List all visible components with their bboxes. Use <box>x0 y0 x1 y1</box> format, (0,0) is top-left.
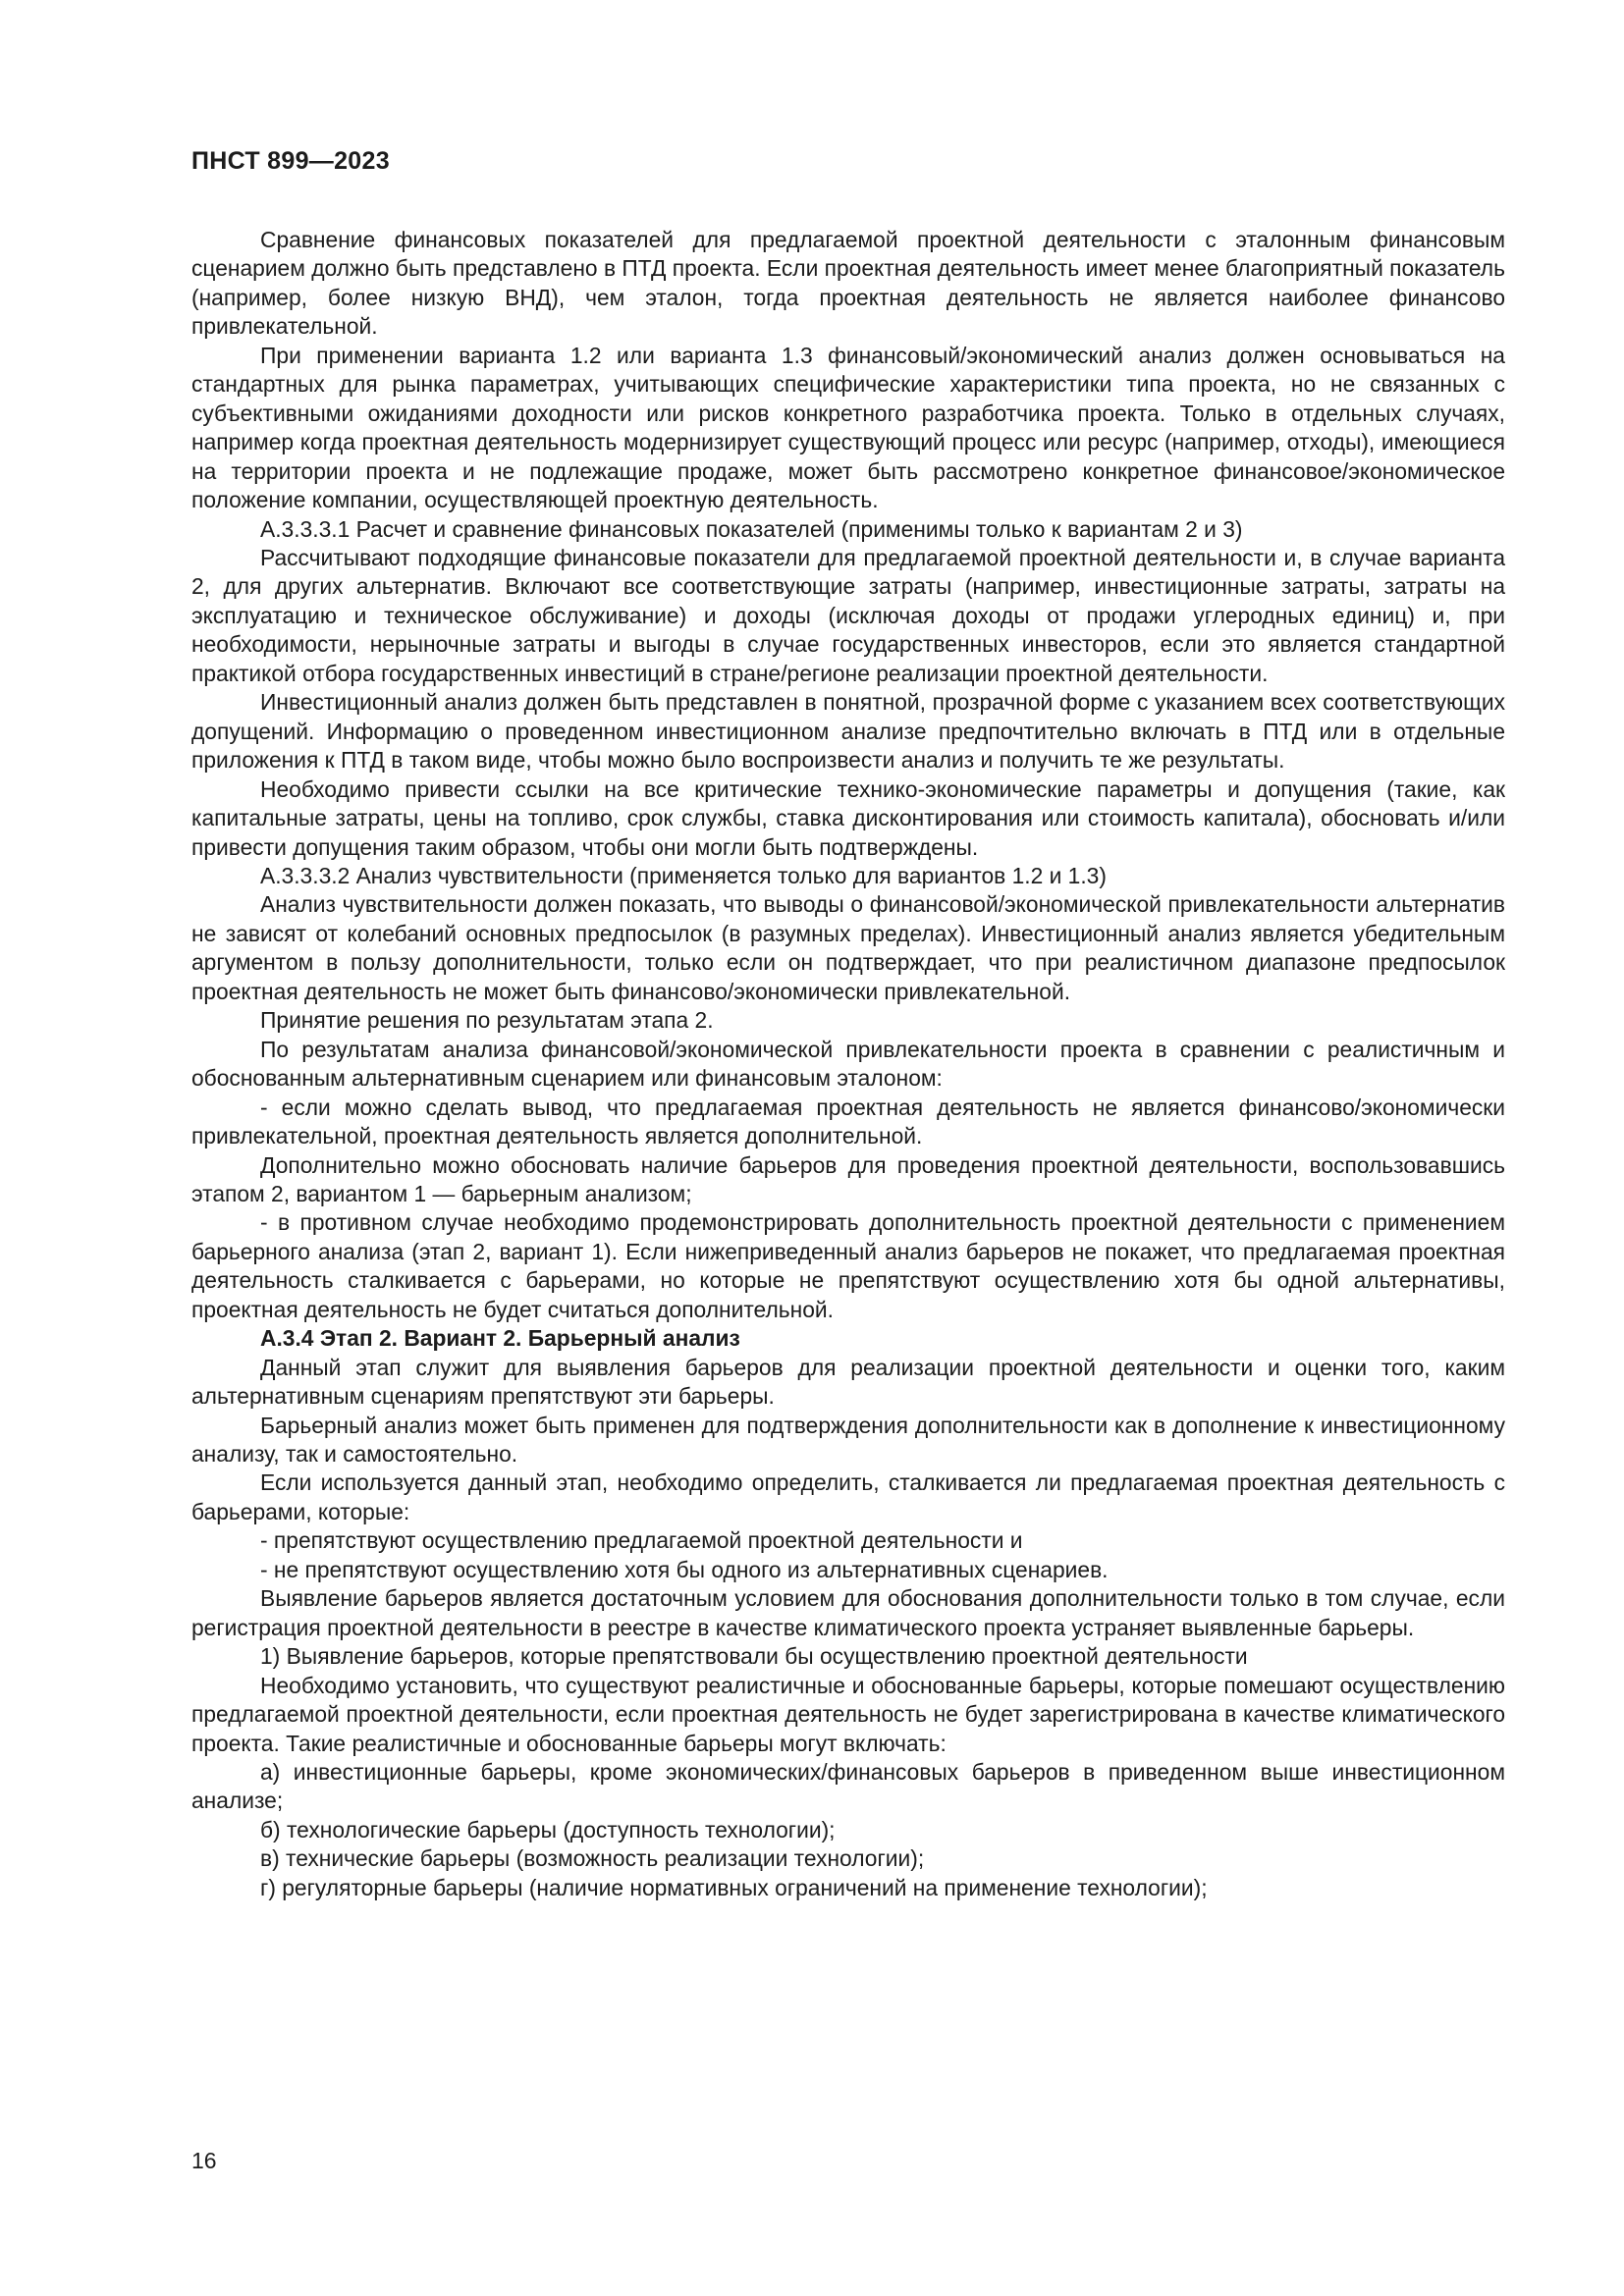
paragraph: Принятие решения по результатам этапа 2. <box>260 1007 714 1034</box>
list-item: г) регуляторные барьеры (наличие нормативных ограничений на применение технологии); <box>260 1874 1208 1900</box>
paragraph: При применении варианта 1.2 или варианта 1.3 финансовый/экономический анализ должен основываться на стандартных для рынка параметрах, учитывающих специфические характеристики типа проекта, но не связанных с субъективными ожиданиями доходности или рисков конкретного разработчика проекта. Только в отдельных случаях, например когда проектная деятельность модернизирует существующий процесс или ресурс (например, отходы), имеющиеся на территории проекта и не подлежащие продаже, может быть рассмотрено конкретное финансовое/экономическое положение компании, осуществляющей проектную деятельность. <box>191 342 1505 513</box>
subsection-heading: А.3.3.3.2 Анализ чувствительности (применяется только для вариантов 1.2 и 1.3) <box>260 862 1107 888</box>
list-item: - в противном случае необходимо продемонстрировать дополнительность проектной деятельности с применением барьерного анализа (этап 2, вариант 1). Если нижеприведенный анализ барьеров не покажет, что предлагаемая проектная деятельность сталкивается с барьерами, но которые не препятствуют осуществлению хотя бы одной альтернативы, проектная деятельность не будет считаться дополнительной. <box>191 1209 1505 1322</box>
paragraph: Сравнение финансовых показателей для предлагаемой проектной деятельности с эталонным финансовым сценарием должно быть представлено в ПТД проекта. Если проектная деятельность имеет менее благоприятный показатель (например, более низкую ВНД), чем эталон, тогда проектная деятельность не является наиболее финансово привлекательной. <box>191 227 1505 340</box>
paragraph: Рассчитывают подходящие финансовые показатели для предлагаемой проектной деятельности и, в случае варианта 2, для других альтернатив. Включают все соответствующие затраты (например, инвестиционные затраты, затраты на эксплуатацию и техническое обслуживание) и доходы (исключая доходы от продажи углеродных единиц) и, при необходимости, нерыночные затраты и выгоды в случае государственных инвесторов, если это является стандартной практикой отбора государственных инвестиций в стране/регионе реализации проектной деятельности. <box>191 544 1505 686</box>
subsection-heading: А.3.3.3.1 Расчет и сравнение финансовых показателей (применимы только к вариантам 2 и 3) <box>260 515 1243 542</box>
paragraph: Если используется данный этап, необходимо определить, сталкивается ли предлагаемая проектная деятельность с барьерами, которые: <box>191 1469 1505 1524</box>
paragraph: Инвестиционный анализ должен быть представлен в понятной, прозрачной форме с указанием всех соответствующих допущений. Информацию о проведенном инвестиционном анализе предпочтительно включать в ПТД или в отдельные приложения к ПТД в таком виде, чтобы можно было воспроизвести анализ и получить те же результаты. <box>191 689 1505 774</box>
list-item: а) инвестиционные барьеры, кроме экономических/финансовых барьеров в приведенном выше инвестиционном анализе; <box>191 1759 1505 1814</box>
list-item: в) технические барьеры (возможность реализации технологии); <box>260 1845 925 1872</box>
list-item: - не препятствуют осуществлению хотя бы одного из альтернативных сценариев. <box>260 1556 1109 1582</box>
paragraph: Анализ чувствительности должен показать, что выводы о финансовой/экономической привлекательности альтернатив не зависят от колебаний основных предпосылок (в разумных пределах). Инвестиционный анализ является убедительным аргументом в пользу дополнительности, только если он подтверждает, что при реалистичном диапазоне предпосылок проектная деятельность не может быть финансово/экономически привлекательной. <box>191 891 1505 1004</box>
paragraph: Необходимо установить, что существуют реалистичные и обоснованные барьеры, которые помешают осуществлению предлагаемой проектной деятельности, если проектная деятельность не будет зарегистрирована в качестве климатического проекта. Такие реалистичные и обоснованные барьеры могут включать: <box>191 1672 1505 1756</box>
body-text <box>191 226 1505 1902</box>
list-item: б) технологические барьеры (доступность технологии); <box>260 1816 836 1842</box>
list-item: - если можно сделать вывод, что предлагаемая проектная деятельность не является финансово/экономически привлекательной, проектная деятельность является дополнительной. <box>191 1094 1505 1149</box>
numbered-item: 1) Выявление барьеров, которые препятствовали бы осуществлению проектной деятельности <box>260 1643 1248 1670</box>
paragraph: Дополнительно можно обосновать наличие барьеров для проведения проектной деятельности, воспользовавшись этапом 2, вариантом 1 — барьерным анализом; <box>191 1151 1505 1206</box>
paragraph: Барьерный анализ может быть применен для подтверждения дополнительности как в дополнение к инвестиционному анализу, так и самостоятельно. <box>191 1412 1505 1468</box>
paragraph: Данный этап служит для выявления барьеров для реализации проектной деятельности и оценки того, каким альтернативным сценариям препятствуют эти барьеры. <box>191 1354 1505 1410</box>
list-item: - препятствуют осуществлению предлагаемой проектной деятельности и <box>260 1527 1023 1554</box>
document-number-header: ПНСТ 899—2023 <box>191 147 390 175</box>
page-number: 16 <box>191 2148 217 2173</box>
paragraph: Необходимо привести ссылки на все критические технико-экономические параметры и допущения (такие, как капитальные затраты, цены на топливо, срок службы, ставка дисконтирования или стоимость капитала), обосновать и/или привести допущения таким образом, чтобы они могли быть подтверждены. <box>191 775 1505 860</box>
paragraph: Выявление барьеров является достаточным условием для обоснования дополнительности только в том случае, если регистрация проектной деятельности в реестре в качестве климатического проекта устраняет выявленные барьеры. <box>191 1585 1505 1640</box>
section-heading: А.3.4 Этап 2. Вариант 2. Барьерный анализ <box>260 1325 740 1352</box>
paragraph: По результатам анализа финансовой/экономической привлекательности проекта в сравнении с реалистичным и обоснованным альтернативным сценарием или финансовым эталоном: <box>191 1036 1505 1092</box>
